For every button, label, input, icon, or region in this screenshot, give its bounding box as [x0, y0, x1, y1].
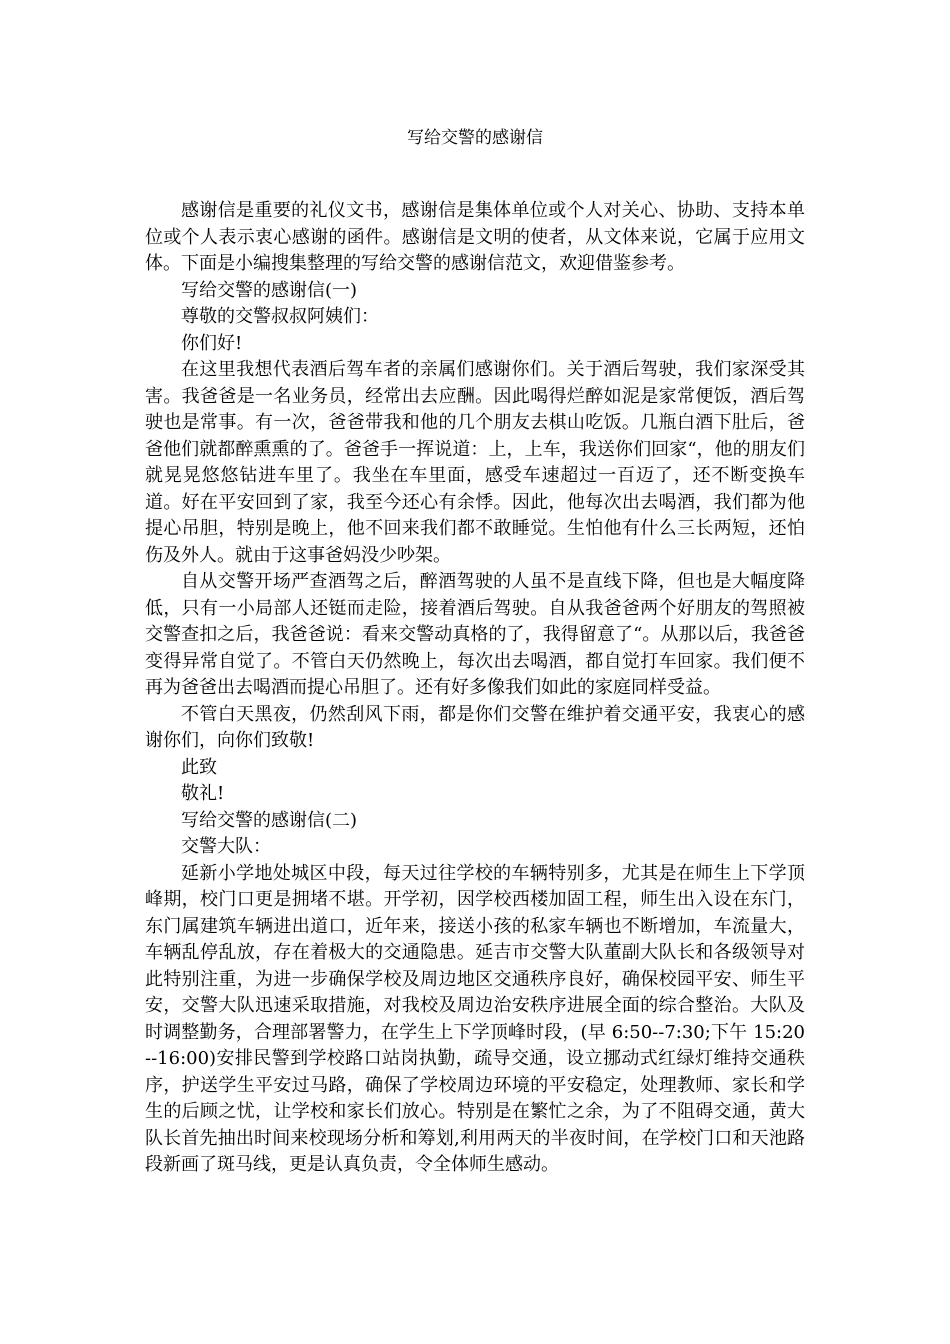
document-body — [145, 198, 805, 1179]
closing-2: 敬礼! — [181, 783, 225, 804]
salutation-1: 尊敬的交警叔叔阿姨们： — [181, 306, 379, 327]
paragraph-intro: 感谢信是重要的礼仪文书，感谢信是集体单位或个人对关心、协助、支持本单位或个人表示衷心感谢的函件。感谢信是文明的使者，从文体来说，它属于应用文体。下面是小编搜集整理的写给交警的感谢信范文，欢迎借鉴参考。 — [145, 200, 805, 274]
paragraph-body-4: 延新小学地处城区中段，每天过往学校的车辆特别多，尤其是在师生上下学顶峰期，校门口更是拥堵不堪。开学初，因学校西楼加固工程，师生出入设在东门，东门属建筑车辆进出道口，近年来，接送小孩的私家车辆也不断增加，车流量大，车辆乱停乱放，存在着极大的交通隐患。延吉市交警大队董副大队长和各级领导对此特别注重，为进一步确保学校及周边地区交通秩序良好，确保校园平安、师生平安，交警大队迅速采取措施，对我校及周边治安秩序进展全面的综合整治。大队及时调整勤务，合理部署警力，在学生上下学顶峰时段，(早 6:50--7:30;下午 15:20--16:00)安排民警到学校路口站岗执勤，疏导交通，设立挪动式红绿灯维持交通秩序，护送学生平安过马路，确保了学校周边环境的平安稳定，处理教师、家长和学生的后顾之忧，让学校和家长们放心。特别是在繁忙之余，为了不阻碍交通，黄大队长首先抽出时间来校现场分析和筹划,利用两天的半夜时间，在学校门口和天池路段新画了斑马线，更是认真负责，令全体师生感动。 — [145, 862, 806, 1175]
paragraph-body-1: 在这里我想代表酒后驾车者的亲属们感谢你们。关于酒后驾驶，我们家深受其害。我爸爸是一名业务员，经常出去应酬。因此喝得烂醉如泥是家常便饭，酒后驾驶也是常事。有一次，爸爸带我和他的几个朋友去棋山吃饭。几瓶白酒下肚后，爸爸他们就都醉熏熏的了。爸爸手一挥说道：上，上车，我送你们回家“，他的朋友们就晃晃悠悠钻进车里了。我坐在车里面，感受车速超过一百迈了，还不断变换车道。好在平安回到了家，我至今还心有余悸。因此，他每次出去喝酒，我们都为他提心吊胆，特别是晚上，他不回来我们都不敢睡觉。生怕他有什么三长两短，还怕伤及外人。就由于这事爸妈没少吵架。 — [145, 359, 805, 566]
document-page — [145, 0, 805, 1344]
paragraph-body-3: 不管白天黑夜，仍然刮风下雨，都是你们交警在维护着交通平安，我衷心的感谢你们，向你们致敬! — [145, 703, 805, 751]
paragraph-body-2: 自从交警开场严查酒驾之后，醉酒驾驶的人虽不是直线下降，但也是大幅度降低，只有一小局部人还铤而走险，接着酒后驾驶。自从我爸爸两个好朋友的驾照被交警查扣之后，我爸爸说：看来交警动真格的了，我得留意了“。从那以后，我爸爸变得异常自觉了。不管白天仍然晚上，每次出去喝酒，都自觉打车回家。我们便不再为爸爸出去喝酒而提心吊胆了。还有好多像我们如此的家庭同样受益。 — [145, 571, 805, 698]
section-heading-1: 写给交警的感谢信(一) — [181, 279, 358, 301]
salutation-2: 交警大队： — [181, 836, 271, 857]
greeting: 你们好! — [181, 332, 243, 354]
section-heading-2: 写给交警的感谢信(二) — [181, 809, 358, 831]
closing-1: 此致 — [181, 756, 217, 778]
document-title: 写给交警的感谢信 — [407, 128, 543, 148]
